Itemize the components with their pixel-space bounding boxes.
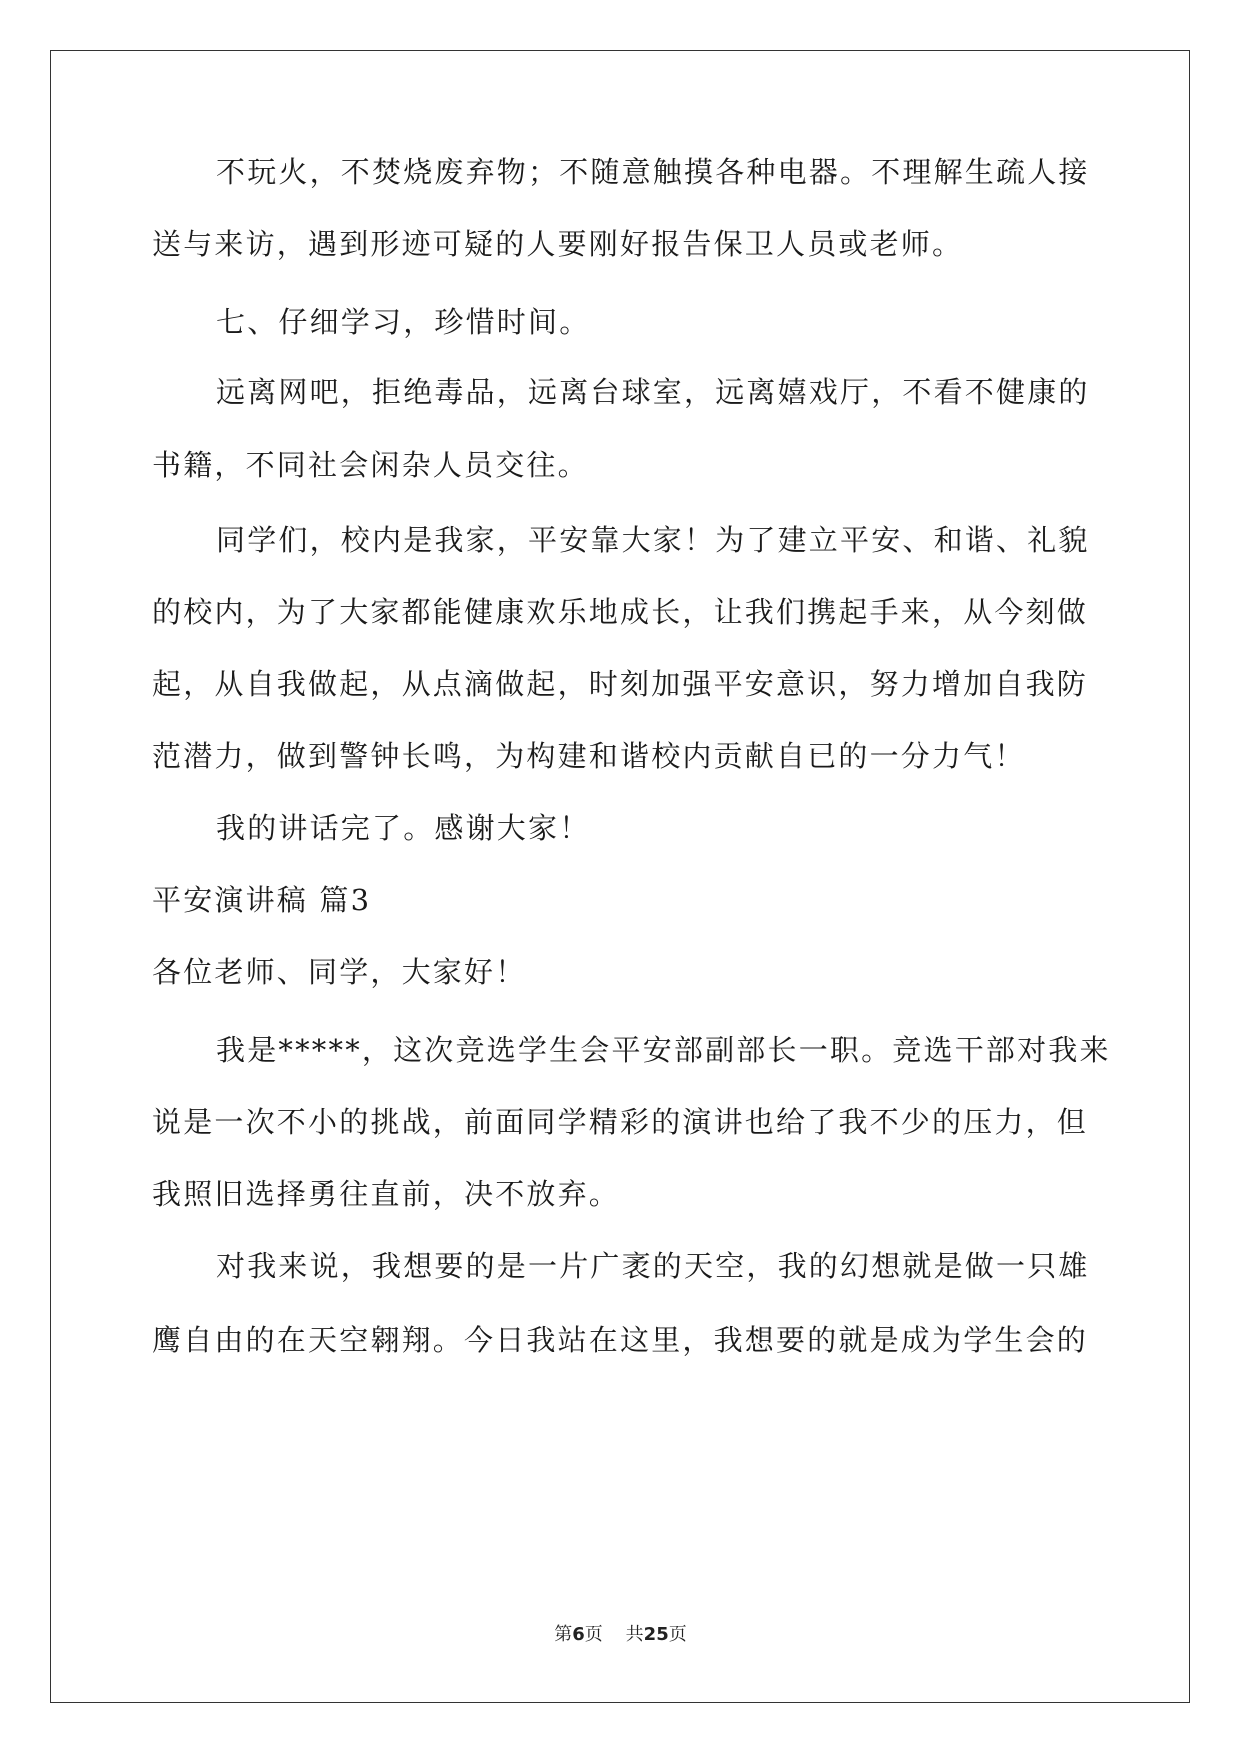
page-footer (0, 1620, 1241, 1646)
footer-page-suffix: 页 (584, 1624, 603, 1645)
paragraph-line: 送与来访，遇到形迹可疑的人要刚好报告保卫人员或老师。 (152, 227, 964, 261)
paragraph-line: 书籍，不同社会闲杂人员交往。 (152, 448, 589, 482)
page-border (50, 50, 1190, 1703)
paragraph-line: 我是*****，这次竞选学生会平安部副部长一职。竞选干部对我来 (216, 1033, 1111, 1067)
paragraph-line: 对我来说，我想要的是一片广袤的天空，我的幻想就是做一只雄 (216, 1249, 1090, 1283)
greeting-line: 各位老师、同学，大家好！ (152, 955, 527, 989)
paragraph-line: 鹰自由的在天空翱翔。今日我站在这里，我想要的就是成为学生会的 (152, 1323, 1089, 1357)
paragraph-line: 说是一次不小的挑战，前面同学精彩的演讲也给了我不少的压力，但 (152, 1105, 1089, 1139)
paragraph-line: 我的讲话完了。感谢大家！ (216, 811, 591, 845)
paragraph-line: 远离网吧，拒绝毒品，远离台球室，远离嬉戏厅，不看不健康的 (216, 375, 1090, 409)
paragraph-line: 不玩火，不焚烧废弃物；不随意触摸各种电器。不理解生疏人接 (216, 155, 1090, 189)
footer-total-prefix: 共 (625, 1624, 644, 1645)
total-pages: 25 (643, 1624, 669, 1645)
paragraph-line: 我照旧选择勇往直前，决不放弃。 (152, 1177, 621, 1211)
footer-prefix: 第 (554, 1624, 573, 1645)
page-number: 6 (572, 1624, 585, 1645)
article-title: 平安演讲稿 篇3 (152, 883, 372, 917)
paragraph-line: 的校内，为了大家都能健康欢乐地成长，让我们携起手来，从今刻做 (152, 595, 1089, 629)
paragraph-line: 范潜力，做到警钟长鸣，为构建和谐校内贡献自已的一分力气！ (152, 739, 1026, 773)
footer-total-suffix: 页 (668, 1624, 687, 1645)
section-heading: 七、仔细学习，珍惜时间。 (216, 305, 591, 339)
paragraph-line: 起，从自我做起，从点滴做起，时刻加强平安意识，努力增加自我防 (152, 667, 1089, 701)
paragraph-line: 同学们，校内是我家，平安靠大家！为了建立平安、和谐、礼貌 (216, 523, 1090, 557)
